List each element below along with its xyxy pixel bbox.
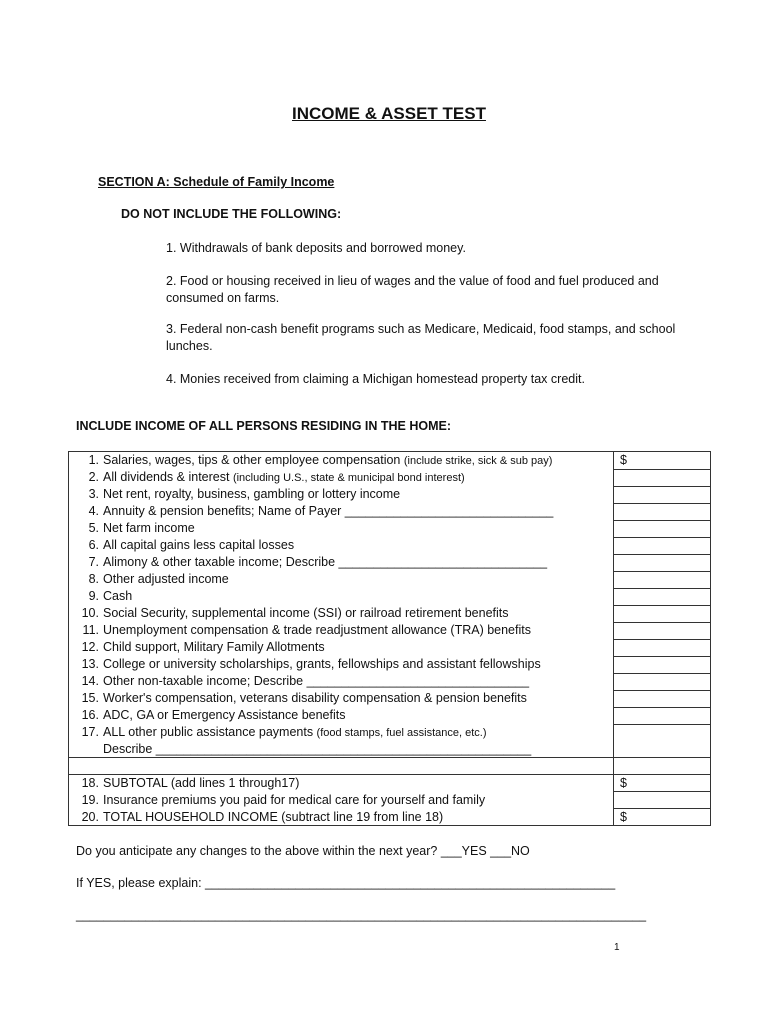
line-label: Net rent, royalty, business, gambling or lottery income [103,487,401,501]
table-row [69,486,711,503]
line-note: (food stamps, fuel assistance, etc.) [316,727,487,739]
amount-field[interactable] [614,673,711,690]
amount-field[interactable] [614,656,711,673]
amount-field[interactable] [614,554,711,571]
table-row [69,707,711,724]
line-label: TOTAL HOUSEHOLD INCOME (subtract line 19 from line 18) [103,809,444,824]
line-label: SUBTOTAL (add lines 1 through17) [103,776,300,790]
table-row [69,503,711,520]
table-row [69,452,711,470]
amount-field[interactable] [614,520,711,537]
amount-value: $ [620,776,627,790]
line-note: (include strike, sick & sub pay) [403,455,553,467]
line-label: Worker's compensation, veterans disability compensation & pension benefits [103,691,527,705]
income-line-label [69,503,614,520]
line-label: Annuity & pension benefits; Name of Payer ______________________________ [103,504,554,518]
line-number: 9. [88,589,99,603]
do-not-include-heading: DO NOT INCLUDE THE FOLLOWING: [121,207,342,221]
income-line-label [69,622,614,639]
line-number: 15. [81,691,99,705]
income-line-label [69,809,614,826]
line-number: 5. [88,521,99,535]
line-label: All capital gains less capital losses [103,538,295,552]
exclusion-item-2: 2. Food or housing received in lieu of wages and the value of food and fuel produced and consumed on farms. [166,274,659,305]
explain-field[interactable]: If YES, please explain: ___________________________________________________________ [76,876,616,890]
line-number: 3. [88,487,99,501]
amount-field[interactable] [614,775,711,792]
table-row [69,571,711,588]
table-row [69,622,711,639]
amount-field[interactable] [614,639,711,656]
line-label: Unemployment compensation & trade readjustment allowance (TRA) benefits [103,623,531,637]
table-row [69,537,711,554]
table-row [69,520,711,537]
spacer-amount-cell [614,758,711,775]
income-line-label [69,520,614,537]
section-a-heading: SECTION A: Schedule of Family Income [98,175,335,189]
page-number: 1 [614,942,620,953]
line-label: Other adjusted income [103,572,229,586]
income-line-label [69,554,614,571]
line-number: 16. [81,708,99,722]
line-label: All dividends & interest [103,470,233,484]
amount-value: $ [620,453,627,467]
changes-question[interactable]: Do you anticipate any changes to the above within the next year? ___YES ___NO [76,844,530,858]
amount-field[interactable] [614,707,711,724]
table-row [69,469,711,486]
amount-field[interactable] [614,452,711,470]
income-line-label [69,656,614,673]
line-label: College or university scholarships, grants, fellowships and assistant fellowships [103,657,541,671]
table-row [69,656,711,673]
line-number: 2. [88,470,99,484]
amount-field[interactable] [614,469,711,486]
income-line-label [69,775,614,792]
income-line-label [69,452,614,470]
amount-field[interactable] [614,724,711,758]
amount-field[interactable] [614,588,711,605]
amount-field[interactable] [614,537,711,554]
line-label: Other non-taxable income; Describe ________________________________ [103,674,530,688]
line-number: 8. [88,572,99,586]
table-row [69,639,711,656]
include-income-heading: INCLUDE INCOME OF ALL PERSONS RESIDING IN THE HOME: [76,419,452,433]
amount-field[interactable] [614,792,711,809]
income-line-label [69,690,614,707]
line-number: 10. [81,606,99,620]
line-number: 6. [88,538,99,552]
line-label: ADC, GA or Emergency Assistance benefits [103,708,346,722]
line-label: Alimony & other taxable income; Describe ______________________________ [103,555,548,569]
line-label: ALL other public assistance payments [103,725,317,739]
income-line-label [69,588,614,605]
line-label: Net farm income [103,521,195,535]
table-row [69,775,711,792]
line-number: 20. [81,809,99,824]
income-table [68,451,711,826]
exclusion-item-1: 1. Withdrawals of bank deposits and borrowed money. [166,241,466,255]
line-number: 11. [82,623,99,637]
amount-field[interactable] [614,503,711,520]
table-row [69,554,711,571]
line-label: Insurance premiums you paid for medical care for yourself and family [103,792,486,807]
income-line-label [69,673,614,690]
table-row [69,673,711,690]
income-line-label [69,605,614,622]
line-label: Cash [103,589,133,603]
amount-field[interactable] [614,486,711,503]
amount-field[interactable] [614,690,711,707]
table-row [69,605,711,622]
table-row [69,792,711,809]
table-row [69,809,711,826]
line-number: 14. [81,674,99,688]
exclusion-item-4: 4. Monies received from claiming a Michigan homestead property tax credit. [166,372,585,386]
amount-field[interactable] [614,809,711,826]
spacer-row [69,758,711,775]
income-line-label [69,486,614,503]
line-number: 4. [88,504,99,518]
line-number: 19. [81,792,99,807]
explain-continuation-line[interactable]: __________________________________________________________________________________ [76,908,647,922]
line-number: 12. [81,640,99,654]
amount-value: $ [620,810,627,824]
describe-field[interactable]: Describe ______________________________________________________ [103,742,532,756]
amount-field[interactable] [614,622,711,639]
income-line-label [69,724,614,758]
amount-field[interactable] [614,571,711,588]
income-line-label [69,469,614,486]
line-number: 1. [88,453,99,467]
line-number: 13. [81,657,99,671]
table-row [69,724,711,758]
income-table-body [69,452,711,826]
income-line-label [69,537,614,554]
spacer-cell [69,758,614,775]
amount-field[interactable] [614,605,711,622]
page-title: INCOME & ASSET TEST [292,104,486,123]
income-line-label [69,792,614,809]
line-number: 18. [81,776,99,790]
income-line-label [69,707,614,724]
table-row [69,588,711,605]
table-row [69,690,711,707]
line-label: Child support, Military Family Allotments [103,640,325,654]
line-number: 17. [81,725,99,739]
income-line-label [69,571,614,588]
line-label: Social Security, supplemental income (SSI) or railroad retirement benefits [103,606,509,620]
income-line-label [69,639,614,656]
line-label: Salaries, wages, tips & other employee compensation [103,453,404,467]
exclusion-item-3: 3. Federal non-cash benefit programs such as Medicare, Medicaid, food stamps, and school lunches. [166,322,676,353]
line-number: 7. [88,555,99,569]
line-note: (including U.S., state & municipal bond interest) [232,472,465,484]
